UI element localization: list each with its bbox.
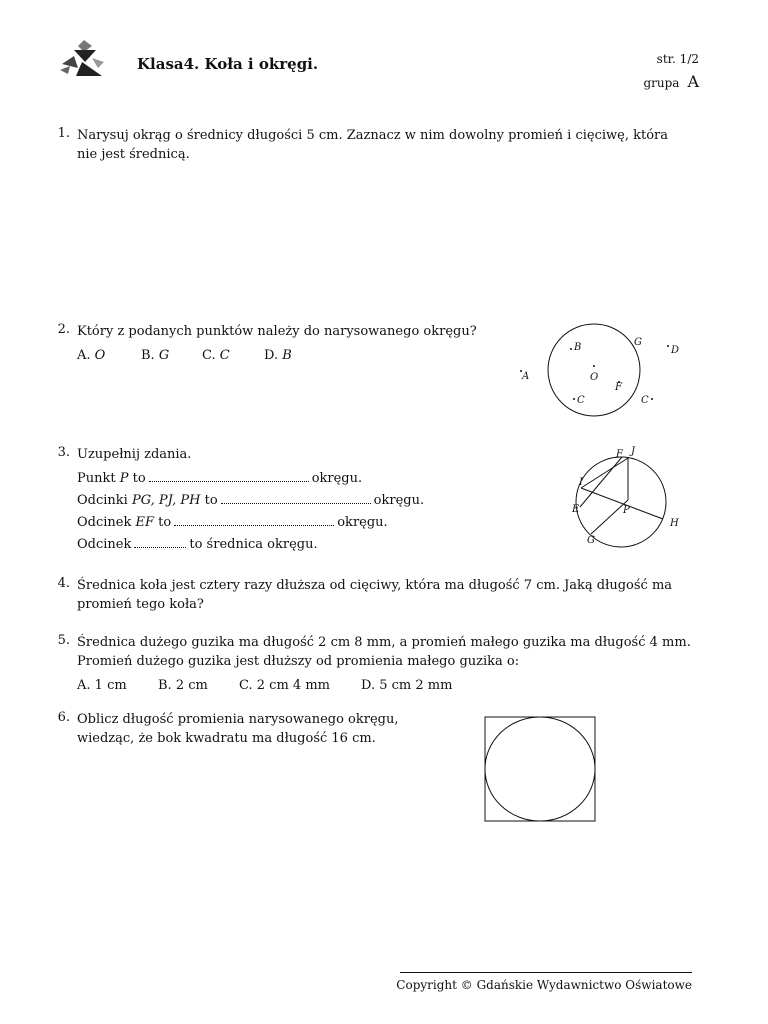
answer-option-b[interactable]: B. G [141, 348, 170, 363]
point-label: G [634, 337, 642, 348]
circle-points-figure [510, 322, 690, 422]
group-letter: A [687, 72, 699, 91]
question-number: 2. [57, 322, 70, 337]
question-text-line: Oblicz długość promienia narysowanego okręgu, [77, 712, 399, 727]
answer-option-c[interactable]: C. C [202, 348, 230, 363]
answer-option-c[interactable]: C. 2 cm 4 mm [239, 678, 330, 693]
question-text: Uzupełnij zdania. [77, 447, 192, 462]
answer-option-a[interactable]: A. 1 cm [77, 678, 127, 693]
question-text: Który z podanych punktów należy do narysowanego okręgu? [77, 324, 477, 339]
group-label: grupa [643, 76, 680, 90]
point-label: J [631, 446, 636, 457]
footer-divider [400, 972, 692, 973]
point-label: F [616, 449, 623, 460]
tangram-logo-icon [56, 40, 106, 80]
question-text-line: Narysuj okrąg o średnicy długości 5 cm. Zaznacz w nim dowolny promień i cięciwę, która [77, 128, 668, 143]
question-text-line: Średnica dużego guzika ma długość 2 cm 8 mm, a promień małego guzika ma długość 4 mm. [77, 635, 691, 650]
point-label: P [623, 505, 630, 516]
copyright-notice: Copyright © Gdańskie Wydawnictwo Oświatowe [396, 978, 692, 992]
answer-option-a[interactable]: A. O [77, 348, 106, 363]
sentence-3: Odcinek EF to okręgu. [77, 515, 388, 530]
point-label: A [522, 371, 530, 382]
answer-blank[interactable] [134, 535, 186, 548]
question-number: 1. [57, 126, 70, 141]
question-number: 6. [57, 710, 70, 725]
question-text-line: promień tego koła? [77, 597, 204, 612]
point-label: B [574, 342, 582, 353]
question-text-line: nie jest średnicą. [77, 147, 190, 162]
question-text-line: Promień dużego guzika jest dłuższy od promienia małego guzika o: [77, 654, 520, 669]
question-number: 5. [57, 633, 70, 648]
point-label: F [615, 382, 622, 393]
answer-option-d[interactable]: D. B [264, 348, 292, 363]
question-text-line: wiedząc, że bok kwadratu ma długość 16 cm. [77, 731, 376, 746]
point-label: E [572, 504, 580, 515]
sentence-4: Odcinek to średnica okręgu. [77, 537, 318, 552]
group-indicator [643, 72, 699, 91]
answer-blank[interactable] [174, 513, 334, 526]
question-number: 4. [57, 576, 70, 591]
point-label: O [590, 372, 599, 383]
point-label: H [670, 518, 679, 529]
point-label: D [671, 345, 680, 356]
point-label: I [579, 477, 583, 488]
answer-blank[interactable] [149, 469, 309, 482]
point-label: C [641, 395, 649, 406]
answer-option-d[interactable]: D. 5 cm 2 mm [361, 678, 453, 693]
page-number: str. 1/2 [656, 52, 699, 66]
sentence-2: Odcinki PG, PJ, PH to okręgu. [77, 493, 425, 508]
question-number: 3. [57, 445, 70, 460]
page-title: Klasa4. Koła i okręgi. [137, 55, 319, 73]
answer-blank[interactable] [221, 491, 371, 504]
point-label: G [587, 535, 595, 546]
circle-segments-figure [566, 445, 686, 550]
answer-option-b[interactable]: B. 2 cm [158, 678, 208, 693]
sentence-1: Punkt P to okręgu. [77, 471, 363, 486]
circle-in-square-figure [484, 716, 598, 824]
point-label: C [577, 395, 585, 406]
question-text-line: Średnica koła jest cztery razy dłuższa od cięciwy, która ma długość 7 cm. Jaką długość ma [77, 578, 673, 593]
